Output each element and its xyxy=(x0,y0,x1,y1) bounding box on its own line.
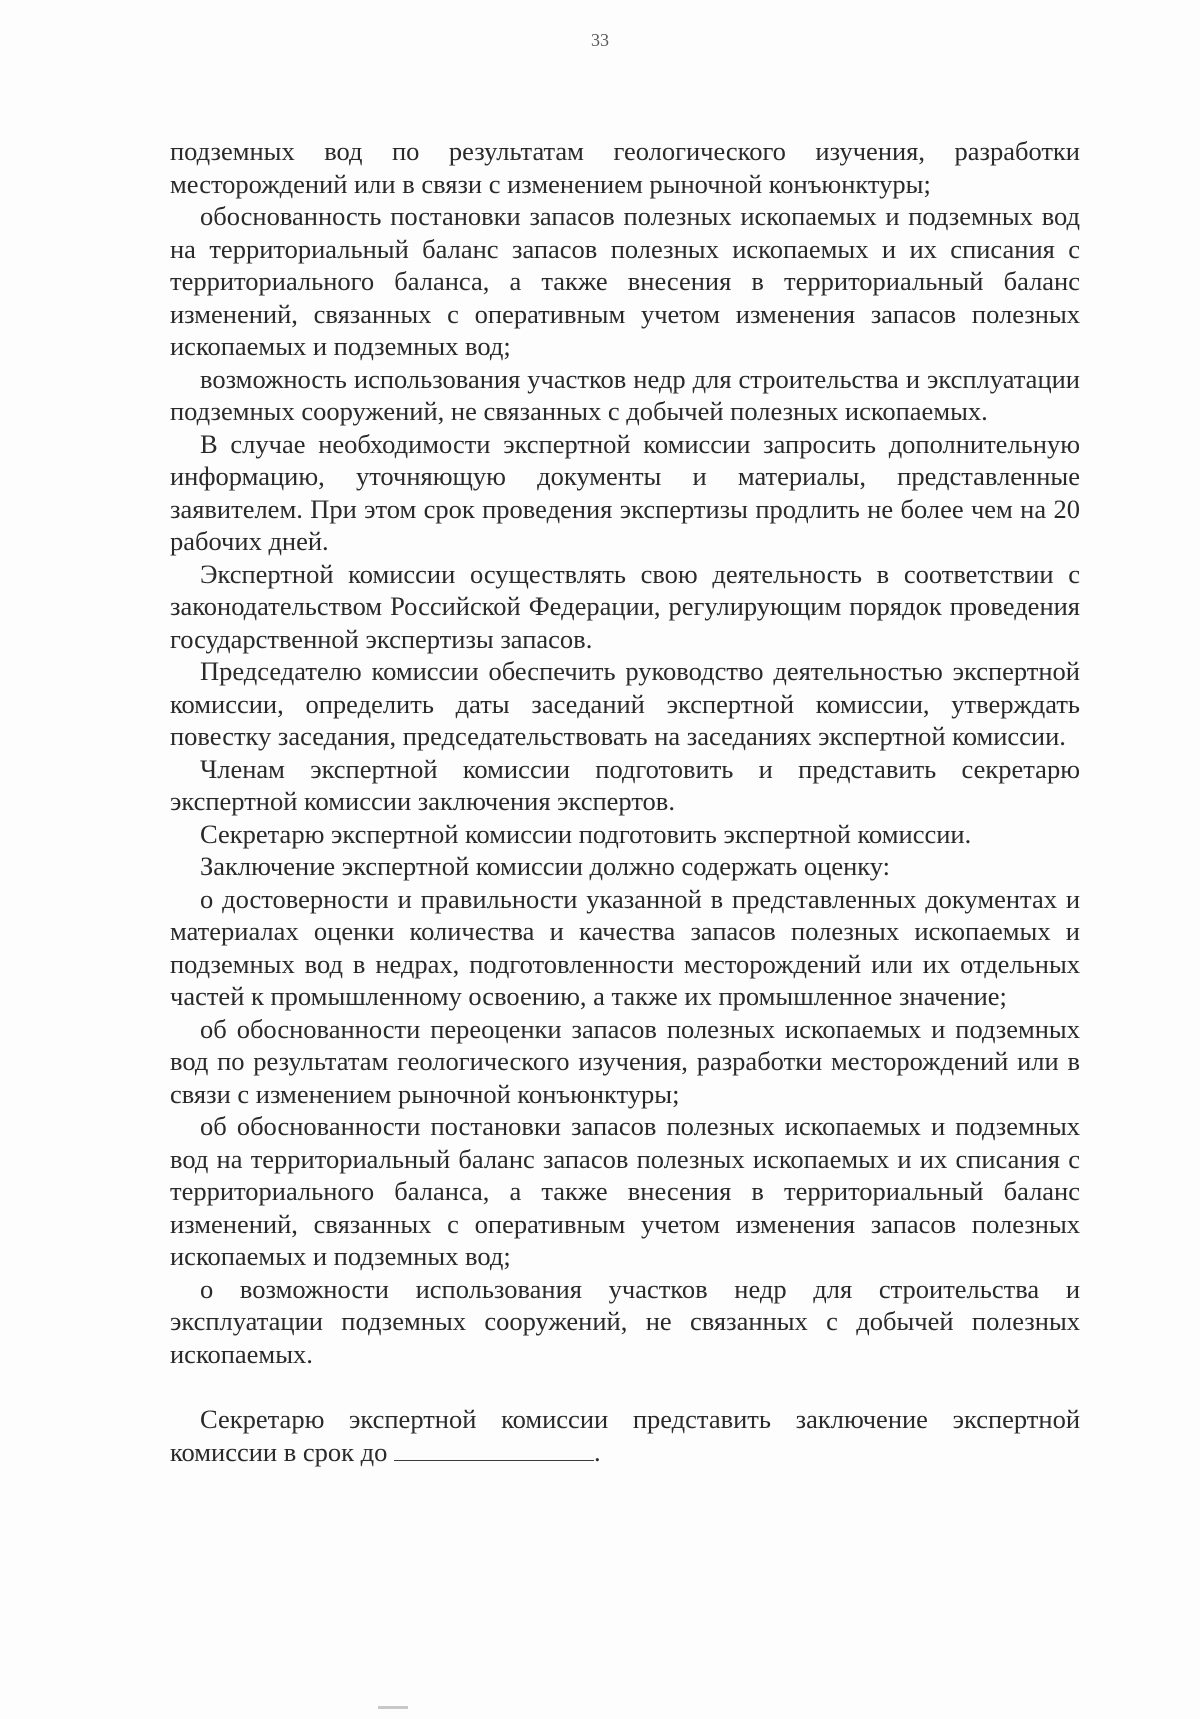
date-blank-line xyxy=(394,1438,594,1461)
paragraph: подземных вод по результатам геологического изучения, разработки месторождений или в связи с изменением рыночной конъюнктуры; xyxy=(170,136,1080,199)
paragraph: об обоснованности переоценки запасов полезных ископаемых и подземных вод по результатам геологического изучения, разработки месторождений или в связи с изменением рыночной конъюнктуры; xyxy=(170,1013,1080,1109)
paragraph: В случае необходимости экспертной комиссии запросить дополнительную информацию, уточняющую документы и материалы, представленные заявителем. При этом срок проведения экспертизы продлить не более чем на 20 рабочих дней. xyxy=(170,428,1080,556)
page-number: 33 xyxy=(591,30,609,50)
paragraph: обоснованность постановки запасов полезных ископаемых и подземных вод на территориальный баланс запасов полезных ископаемых и их списания с территориального баланса, а также внесения в территориальный баланс изменений, связанных с оперативным учетом изменения запасов полезных ископаемых и подземных вод; xyxy=(170,201,1080,361)
final-paragraph-end: . xyxy=(594,1436,601,1467)
final-paragraph-text: Секретарю экспертной комиссии представить заключение экспертной комиссии в срок до xyxy=(170,1404,1080,1467)
paragraph: об обоснованности постановки запасов полезных ископаемых и подземных вод на территориальный баланс запасов полезных ископаемых и их списания с территориального баланса, а также внесения в территориальный баланс изменений, связанных с оперативным учетом изменения запасов полезных ископаемых и подземных вод; xyxy=(170,1111,1080,1271)
document-body xyxy=(170,135,1080,1468)
scan-artifact-mark xyxy=(378,1706,408,1709)
paragraph: возможность использования участков недр для строительства и эксплуатации подземных сооружений, не связанных с добычей полезных ископаемых. xyxy=(170,363,1080,426)
paragraph-spacer xyxy=(170,1370,1080,1403)
paragraph: Экспертной комиссии осуществлять свою деятельность в соответствии с законодательством Российской Федерации, регулирующим порядок проведения государственной экспертизы запасов. xyxy=(170,558,1080,654)
final-paragraph xyxy=(170,1403,1080,1468)
paragraph: Председателю комиссии обеспечить руководство деятельностью экспертной комиссии, определить даты заседаний экспертной комиссии, утверждать повестку заседания, председательствовать на заседаниях экспертной комиссии. xyxy=(170,656,1080,751)
paragraph: Заключение экспертной комиссии должно содержать оценку: xyxy=(200,851,891,881)
paragraph: Членам экспертной комиссии подготовить и представить секретарю экспертной комиссии заключения экспертов. xyxy=(170,753,1080,816)
paragraph: о достоверности и правильности указанной в представленных документах и материалах оценки количества и качества запасов полезных ископаемых и подземных вод в недрах, подготовленности месторождений или их отдельных частей к промышленному освоению, а также их промышленное значение; xyxy=(170,883,1080,1011)
paragraph: о возможности использования участков недр для строительства и эксплуатации подземных сооружений, не связанных с добычей полезных ископаемых. xyxy=(170,1273,1080,1369)
paragraph: Секретарю экспертной комиссии подготовить экспертной комиссии. xyxy=(200,818,972,849)
